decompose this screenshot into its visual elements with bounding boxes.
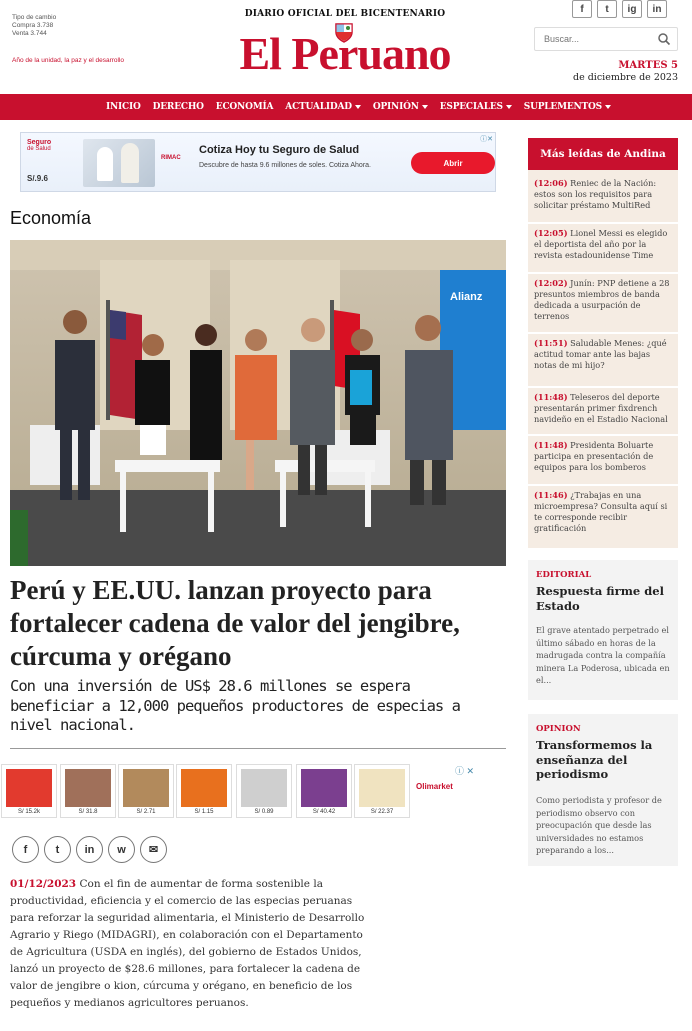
ad-logo: [27, 139, 77, 187]
article-body-text: Con el fin de aumentar de forma sostenible la productividad, eficiencia y el comercio de las especias peruanas para reforzar la seguridad alimentaria, el Ministerio de Desarrollo Agrario y Riego (MIDAGRI), en colaboración con el Departamento de Agricultura (USDA en inglés), del gobierno de Estados Unidos, lanzó un proyecto de $28.6 millones, para fortalecer la cadena de valor de jengibre o kion, cúrcuma y orégano, en beneficio de los pequeños y medianos agricultores peruanos.: [10, 878, 365, 1009]
article-headline: Perú y EE.UU. lanzan proyecto para fortalecer cadena de valor del jengibre, cúrcuma y orégano: [10, 575, 460, 671]
editorial-excerpt: El grave atentado perpetrado el último sábado en horas de la madrugada contra la compañía minera La Poderosa, ubicada en el...: [536, 625, 670, 685]
instagram-icon[interactable]: ig: [622, 0, 642, 18]
product-thumb: [301, 769, 347, 807]
newspaper-tagline: DIARIO OFICIAL DEL BICENTENARIO: [244, 9, 446, 19]
nav-item-actualidad[interactable]: ACTUALIDAD: [285, 102, 361, 112]
product-price: S/ 31.8: [78, 809, 98, 815]
editorial-card[interactable]: [528, 560, 678, 700]
banner-text: Alianz: [450, 291, 483, 303]
share-linkedin-icon[interactable]: in: [76, 836, 103, 863]
social-links: [572, 0, 667, 18]
exchange-rate-sell: Venta 3.744: [12, 30, 47, 37]
product-thumb: [359, 769, 405, 807]
most-read-item[interactable]: (11:46) ¿Trabajas en una microempresa? Consulta aquí si te corresponde recibir gratificación: [534, 490, 668, 533]
ad-photo: [83, 139, 155, 187]
most-read-item[interactable]: (11:51) Saludable Menes: ¿qué actitud tomar ante las bajas notas de mi hijo?: [534, 338, 667, 370]
editorial-kicker: EDITORIAL: [536, 570, 592, 580]
chevron-down-icon: [355, 105, 361, 109]
nav-item-suplementos[interactable]: SUPLEMENTOS: [524, 102, 611, 112]
ad-title: Cotiza Hoy tu Seguro de Salud: [199, 144, 360, 156]
most-read-title: Más leídas de Andina: [528, 138, 678, 170]
most-read-panel: [528, 138, 678, 548]
site-logo[interactable]: El Peruano: [239, 28, 451, 79]
nav-item-derecho[interactable]: DERECHO: [152, 102, 204, 112]
share-facebook-icon[interactable]: f: [12, 836, 39, 863]
facebook-icon[interactable]: f: [572, 0, 592, 18]
product-thumb: [6, 769, 52, 807]
product-price: S/ 22.37: [370, 809, 394, 815]
current-date: de diciembre de 2023: [573, 72, 678, 83]
ad-info-icon[interactable]: ⓘ ✕: [455, 766, 475, 776]
product-card[interactable]: [1, 764, 57, 818]
ad-subtitle: Descubre de hasta 9.6 millones de soles. Cotiza Ahora.: [199, 162, 371, 169]
share-twitter-icon[interactable]: t: [44, 836, 71, 863]
opinion-kicker: OPINION: [536, 724, 581, 734]
chevron-down-icon: [605, 105, 611, 109]
nav-item-economia[interactable]: ECONOMÍA: [215, 102, 274, 112]
ad-open-button[interactable]: Abrir: [411, 152, 495, 174]
main-navigation: [0, 94, 692, 120]
twitter-icon[interactable]: t: [597, 0, 617, 18]
most-read-item[interactable]: (12:05) Lionel Messi es elegido el deportista del año por la revista estadounidense Time: [534, 228, 668, 260]
year-motto: Año de la unidad, la paz y el desarrollo: [12, 57, 125, 64]
product-card[interactable]: [236, 764, 292, 818]
product-price: S/ 2.71: [136, 809, 156, 815]
product-thumb: [65, 769, 111, 807]
ad-close-icon[interactable]: ⓘ✕: [480, 136, 493, 143]
article-body: [10, 876, 372, 1012]
nav-item-inicio[interactable]: INICIO: [106, 102, 141, 112]
article-date: 01/12/2023: [10, 878, 77, 890]
product-card[interactable]: [176, 764, 232, 818]
chevron-down-icon: [422, 105, 428, 109]
site-header: [0, 0, 692, 94]
search-icon[interactable]: [657, 32, 671, 46]
linkedin-icon[interactable]: in: [647, 0, 667, 18]
article-hero-photo: [10, 240, 506, 566]
share-email-icon[interactable]: ✉: [140, 836, 167, 863]
exchange-rate-buy: Compra 3.738: [12, 22, 54, 29]
product-price: S/ 40.42: [312, 809, 336, 815]
product-card[interactable]: [118, 764, 174, 818]
nav-item-opinion[interactable]: OPINIÓN: [373, 102, 428, 112]
opinion-excerpt: Como periodista y profesor de periodismo observo con preocupación que desde las universidades no estamos preparando a los...: [536, 795, 662, 855]
product-price: S/ 0.89: [254, 809, 274, 815]
exchange-rate-label: Tipo de cambio: [12, 14, 57, 21]
opinion-card[interactable]: [528, 714, 678, 866]
opinion-title[interactable]: Transformemos la enseñanza del periodismo: [536, 738, 653, 781]
product-thumb: [123, 769, 169, 807]
exchange-rate: [12, 14, 56, 38]
product-card[interactable]: [354, 764, 410, 818]
ad-logo-line1: Seguro: [27, 139, 52, 146]
most-read-item[interactable]: (11:48) Teleseros del deporte presentarán primer fixdrench navideño en el Estadio Nacional: [534, 392, 668, 424]
ad-brand: RIMAC: [161, 155, 181, 161]
search-input[interactable]: [535, 28, 653, 50]
store-logo[interactable]: Olimarket: [416, 782, 453, 791]
editorial-title[interactable]: Respuesta firme del Estado: [536, 584, 664, 613]
current-day: MARTES 5: [618, 60, 678, 71]
most-read-item[interactable]: (12:02) Junín: PNP detiene a 28 presuntos miembros de banda dedicada a usurpación de terrenos: [534, 278, 670, 321]
nav-item-especiales[interactable]: ESPECIALES: [440, 102, 512, 112]
product-price: S/ 1.15: [194, 809, 214, 815]
ad-logo-amount: S/.9.6: [27, 174, 48, 183]
product-ad-strip: [0, 764, 500, 820]
ad-logo-line2: de Salud: [27, 146, 51, 152]
insurance-ad-banner[interactable]: [20, 132, 496, 192]
product-thumb: [181, 769, 227, 807]
search-box: [534, 27, 678, 51]
share-whatsapp-icon[interactable]: w: [108, 836, 135, 863]
most-read-item[interactable]: (11:48) Presidenta Boluarte participa en presentación de equipos para los bomberos: [534, 440, 654, 472]
divider: [10, 748, 506, 749]
section-label[interactable]: Economía: [10, 208, 92, 228]
most-read-item[interactable]: (12:06) Reniec de la Nación: estos son los requisitos para solicitar préstamo MultiRed: [534, 178, 657, 210]
share-buttons: [12, 836, 167, 863]
article-deck: Con una inversión de US$ 28.6 millones se espera beneficiar a 12,000 pequeños productores de especias a nivel nacional.: [10, 677, 460, 734]
chevron-down-icon: [506, 105, 512, 109]
product-card[interactable]: [60, 764, 116, 818]
product-card[interactable]: [296, 764, 352, 818]
product-thumb: [241, 769, 287, 807]
product-price: S/ 15.2k: [17, 809, 40, 815]
